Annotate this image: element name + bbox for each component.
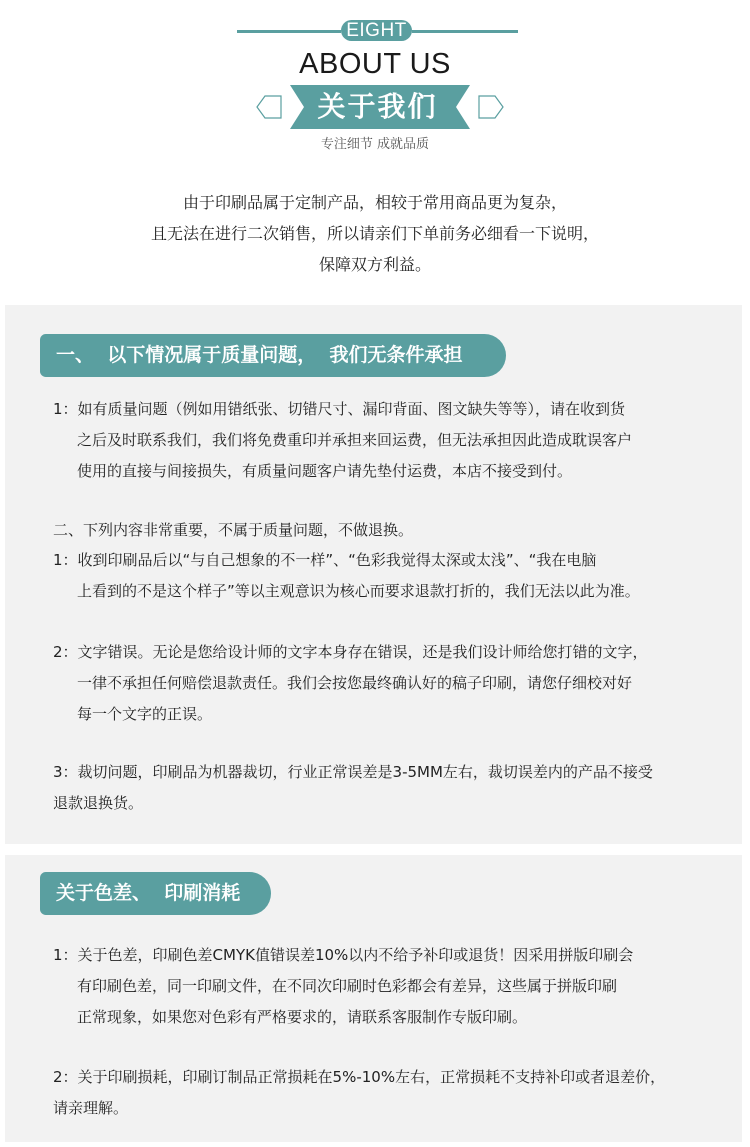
eight-badge: EIGHT: [341, 20, 412, 41]
quality-issues-section: [5, 305, 742, 844]
quality-issues-heading: 一、 以下情况属于质量问题， 我们无条件承担: [40, 334, 506, 377]
intro-text: [0, 187, 750, 280]
paragraph-line: 上看到的不是这个样子”等以主观意识为核心而要求退款打折的，我们无法以此为准。: [77, 582, 640, 600]
paragraph-line: 1：关于色差，印刷色差CMYK值错误差10%以内不给予补印或退货！因采用拼版印刷会: [53, 946, 634, 964]
non-quality-item-2: [53, 637, 648, 730]
paragraph-line: 正常现象，如果您对色彩有严格要求的，请联系客服制作专版印刷。: [77, 1008, 528, 1026]
paragraph-line: 有印刷色差，同一印刷文件，在不同次印刷时色彩都会有差异，这些属于拼版印刷: [77, 977, 618, 995]
non-quality-item-1: [53, 545, 640, 607]
intro-line: 且无法在进行二次销售，所以请亲们下单前务必细看一下说明，: [150, 224, 599, 243]
color-item-1: [53, 940, 633, 1033]
paragraph-line: 之后及时联系我们，我们将免费重印并承担来回运费，但无法承担因此造成耽误客户: [77, 431, 633, 449]
intro-line: 保障双方利益。: [318, 255, 431, 274]
paragraph-line: 使用的直接与间接损失，有质量问题客户请先垫付运费，本店不接受到付。: [77, 462, 573, 480]
color-difference-heading: 关于色差、 印刷消耗: [40, 872, 271, 915]
paragraph-line: 1：收到印刷品后以“与自己想象的不一样”、“色彩我觉得太深或太浅”、“我在电脑: [53, 551, 597, 569]
about-header: [0, 0, 750, 300]
paragraph-line: 3：裁切问题，印刷品为机器裁切，行业正常误差是3-5MM左右，裁切误差内的产品不接受: [53, 763, 653, 781]
non-quality-heading: [53, 515, 413, 546]
paragraph-line: 二、下列内容非常重要，不属于质量问题，不做退换。: [53, 521, 414, 539]
header-rule-left: [237, 30, 341, 33]
header-rule-right: [412, 30, 518, 33]
color-difference-section: [5, 855, 742, 1142]
quality-item-1: [53, 394, 632, 487]
paragraph-line: 1：如有质量问题（例如用错纸张、切错尺寸、漏印背面、图文缺失等等），请在收到货: [53, 400, 626, 418]
about-us-title: ABOUT US: [299, 48, 451, 80]
paragraph-line: 请亲理解。: [53, 1099, 129, 1117]
paragraph-line: 2：关于印刷损耗，印刷订制品正常损耗在5%-10%左右，正常损耗不支持补印或者退差价，: [53, 1068, 666, 1086]
tagline: 专注细节 成就品质: [320, 137, 430, 152]
color-item-2: [53, 1062, 665, 1124]
section-title-about: 关于我们: [317, 90, 438, 123]
non-quality-item-3: [53, 757, 653, 819]
paragraph-line: 每一个文字的正误。: [77, 705, 213, 723]
paragraph-line: 退款退换货。: [53, 794, 144, 812]
paragraph-line: 一律不承担任何赔偿退款责任。我们会按您最终确认好的稿子印刷，请您仔细校对好: [77, 674, 633, 692]
intro-line: 由于印刷品属于定制产品，相较于常用商品更为复杂，: [182, 193, 567, 212]
paragraph-line: 2：文字错误。无论是您给设计师的文字本身存在错误，还是我们设计师给您打错的文字，: [53, 643, 648, 661]
